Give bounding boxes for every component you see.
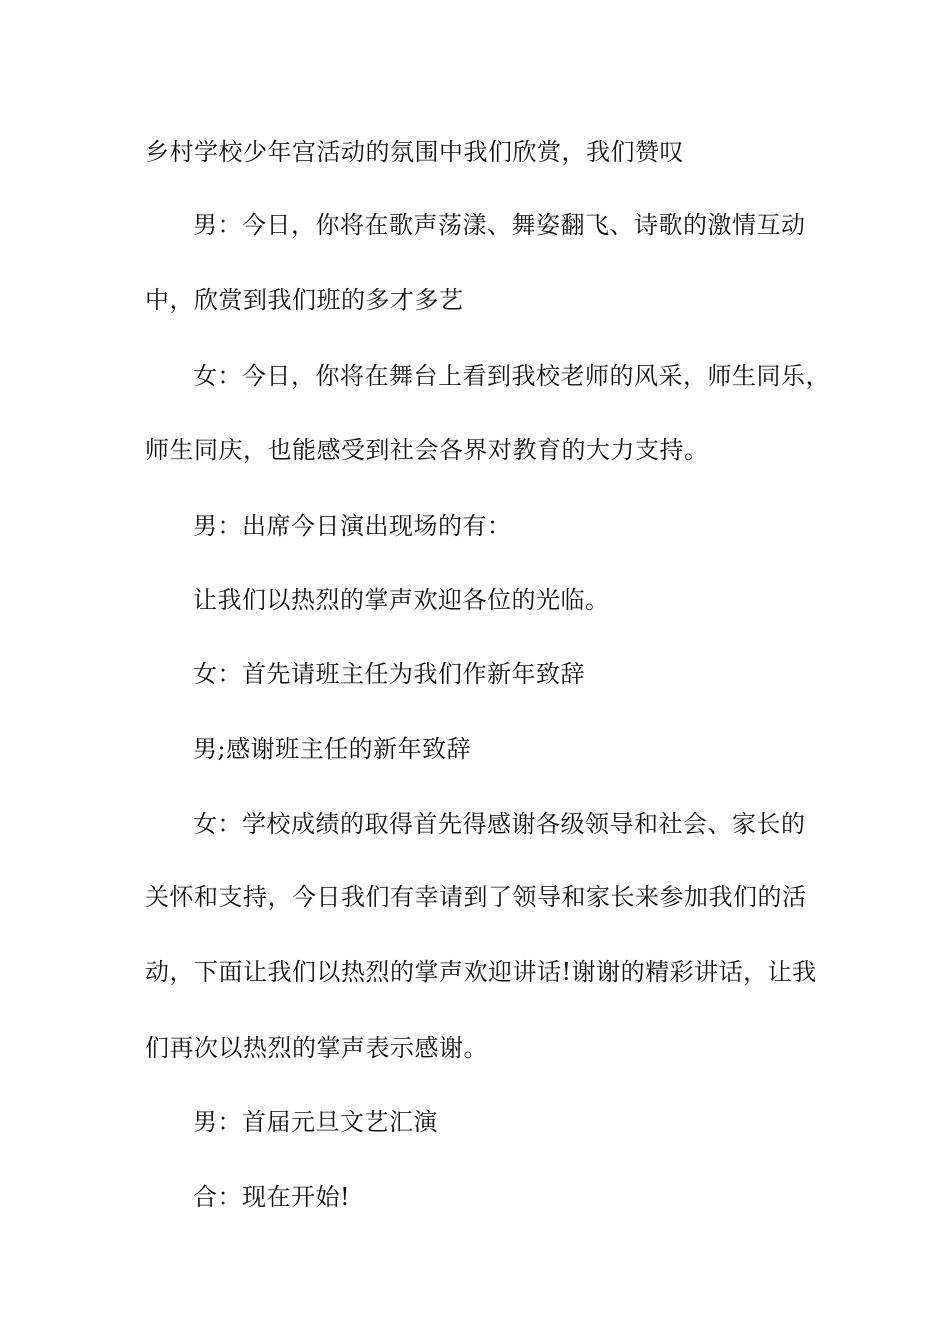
text-line: 师生同庆，也能感受到社会各界对教育的大力支持。: [145, 436, 709, 464]
text-line: 女：首先请班主任为我们作新年致辞: [193, 660, 585, 688]
text-line: 让我们以热烈的掌声欢迎各位的光临。: [193, 586, 610, 614]
text-line: 男;感谢班主任的新年致辞: [193, 735, 472, 763]
text-line: 动，下面让我们以热烈的掌声欢迎讲话!谢谢的精彩讲话，让我: [145, 958, 817, 986]
text-line: 们再次以热烈的掌声表示感谢。: [145, 1034, 488, 1062]
text-line: 女：学校成绩的取得首先得感谢各级领导和社会、家长的: [193, 810, 806, 838]
text-line: 男：首届元旦文艺汇演: [193, 1108, 438, 1136]
text-line: 合：现在开始!: [193, 1183, 351, 1211]
text-line: 中，欣赏到我们班的多才多艺: [145, 286, 464, 314]
text-line: 乡村学校少年宫活动的氛围中我们欣赏，我们赞叹: [145, 138, 684, 166]
text-line: 男：出席今日演出现场的有：: [193, 512, 512, 540]
text-line: 男：今日，你将在歌声荡漾、舞姿翻飞、诗歌的激情互动: [193, 211, 806, 239]
text-line: 关怀和支持，今日我们有幸请到了领导和家长来参加我们的活: [145, 883, 807, 911]
text-line: 女：今日，你将在舞台上看到我校老师的风采，师生同乐，: [193, 362, 830, 390]
